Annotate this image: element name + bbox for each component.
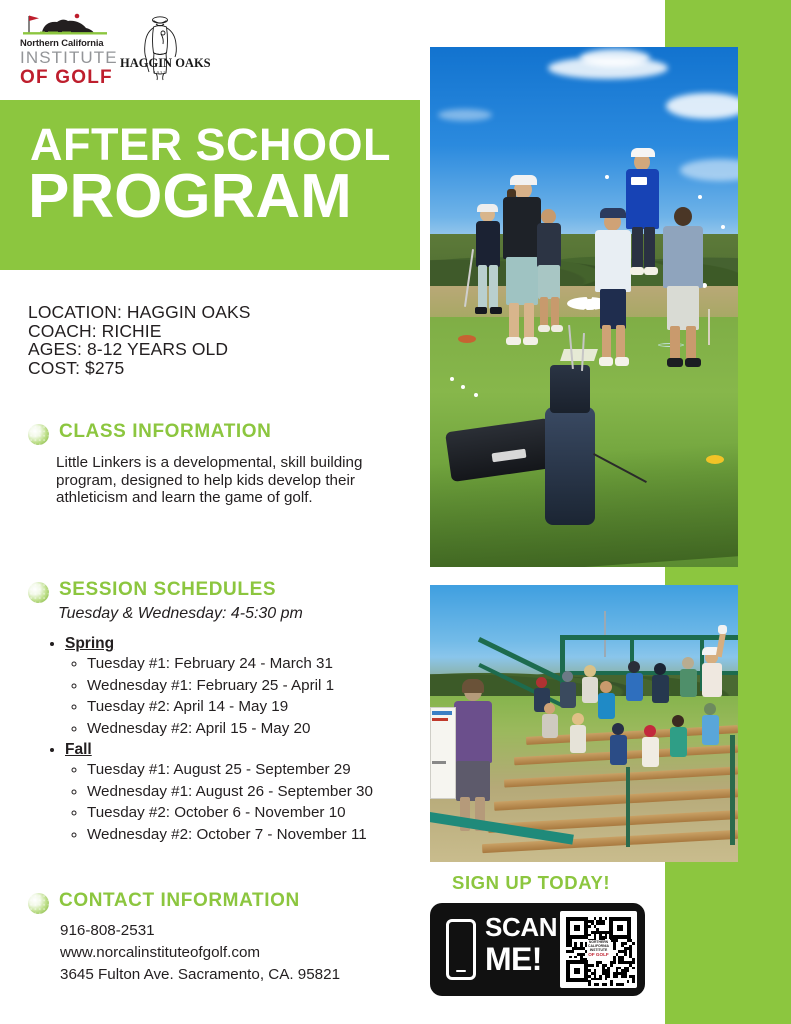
title-banner [0,100,420,270]
list-item: ◦ Wednesday #1: February 25 - April 1 [87,675,428,697]
contact-phone[interactable]: 916-808-2531 [60,922,155,939]
bleacher-frame [626,767,630,847]
contact-address: 3645 Fulton Ave. Sacramento, CA. 95821 [60,966,341,983]
class-information-body: Little Linkers is a developmental, skill building program, designed to help kids develop their athleticism and learn the game of golf. [56,454,363,507]
golf-ball [605,175,609,179]
fall-session-list [65,759,428,845]
class-information-title: CLASS INFORMATION [59,421,272,442]
spring-session-list [65,653,428,739]
haggin-oaks-year: 1932 [153,70,167,75]
detail-cost: COST: $275 [28,357,125,378]
railing [560,635,738,640]
list-item: ◦ Wednesday #2: April 15 - May 20 [87,718,428,740]
golf-ball [474,393,478,397]
qr-finder-top-right [609,917,631,939]
scan-me-badge[interactable] [430,903,645,996]
detail-coach: COACH: RICHIE [28,320,162,341]
list-item: ◦ Tuesday #1: August 25 - September 29 [87,759,428,781]
detail-location: LOCATION: HAGGIN OAKS [28,302,251,322]
qr-finder-bottom-left [566,960,588,982]
bleachers-photo [430,585,738,862]
driving-range-photo [430,47,738,567]
schedule-list [48,635,428,847]
golf-bag-standing [545,407,595,525]
logo-line-northern-california: Northern California [20,37,104,48]
list-item: ◦ Wednesday #2: October 7 - November 11 [87,824,428,846]
golf-ball-icon [28,893,49,914]
logo-line-institute: INSTITUTE [20,48,118,67]
session-times: Tuesday & Wednesday: 4-5:30 pm [58,605,303,622]
golf-ball [461,385,465,389]
contact-information-title: CONTACT INFORMATION [59,890,300,911]
golf-ball [721,225,725,229]
phone-icon [446,919,476,980]
class-information-heading [28,421,358,447]
club-heads [550,365,590,413]
whiteboard-line [432,718,448,721]
banner-line-after-school: AFTER SCHOOL [30,119,391,170]
qr-logo-line1: NORTHERN CALIFORNIA INSTITUTE [588,939,609,952]
california-bear-icon [20,12,110,38]
me-word: ME! [485,940,542,977]
schedule-group-fall [65,741,428,845]
norcal-institute-of-golf-logo [20,12,118,88]
orange-marker-disc [458,335,476,343]
qr-matrix [564,915,633,984]
list-item: ◦ Wednesday #1: August 26 - September 30 [87,781,428,803]
bleacher-frame [730,735,735,845]
logo-row [0,0,430,100]
contact-information-heading [28,890,368,916]
golf-ball [698,195,702,199]
signup-title: SIGN UP TODAY! [452,872,611,893]
program-details-block [28,303,418,377]
contact-website[interactable]: www.norcalinstituteofgolf.com [60,944,261,961]
golf-ball-icon [28,424,49,445]
golf-ball [450,377,454,381]
cloud [438,109,492,121]
cloud [580,49,650,67]
schedule-group-spring [65,635,428,739]
scan-word: SCAN [485,912,558,942]
person-child-4 [660,202,706,387]
qr-logo-line2: OF GOLF [588,951,609,957]
haggin-oaks-logo [120,14,211,88]
light-pole [604,611,606,657]
whiteboard-line [432,711,452,715]
range-pole [708,309,710,345]
logo-line-of-golf: OF GOLF [20,67,113,88]
haggin-oaks-wordmark: HAGGIN OAKS [120,56,211,70]
qr-finder-top-left [566,917,588,939]
scan-me-text [485,912,558,977]
person-child-2 [532,207,566,352]
yellow-marker-disc [706,455,724,464]
qr-center-logo [587,940,611,960]
golf-ball-icon [28,582,49,603]
banner-line-program: PROGRAM [28,162,352,231]
list-item: ◦ Tuesday #2: April 14 - May 19 [87,696,428,718]
list-item: ◦ Tuesday #1: February 24 - March 31 [87,653,428,675]
season-label-fall: Fall [65,741,92,758]
whiteboard-line [432,761,446,764]
cloud [666,93,738,119]
detail-ages: AGES: 8-12 YEARS OLD [28,339,229,360]
season-label-spring: Spring [65,635,115,652]
person-instructor [622,145,662,305]
contact-details [60,920,420,986]
list-item: ◦ Tuesday #2: October 6 - November 10 [87,802,428,824]
session-schedules-title: SESSION SCHEDULES [59,579,277,600]
qr-code[interactable] [560,911,637,988]
session-schedules-heading [28,579,358,605]
